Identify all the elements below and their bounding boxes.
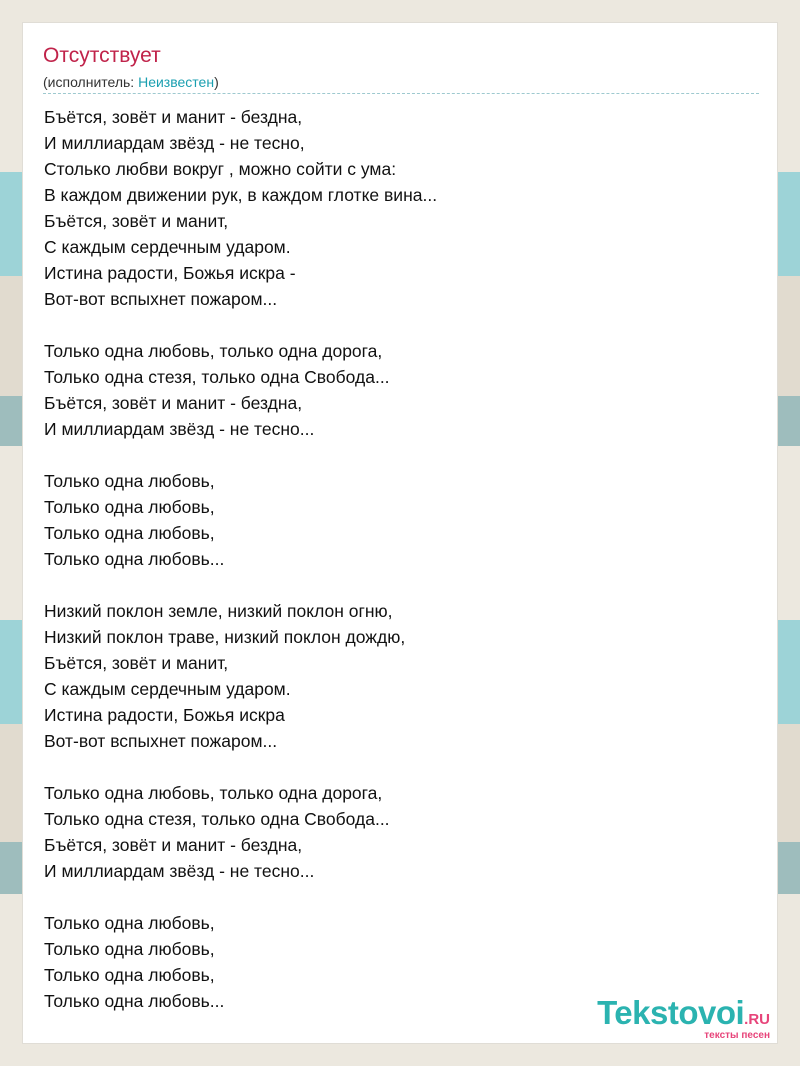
lyric-blank-line [44,884,437,910]
artist-prefix: (исполнитель: [43,74,139,90]
lyric-line: С каждым сердечным ударом. [44,679,291,699]
lyric-line: Только одна любовь, только одна дорога, [44,783,383,803]
lyric-line: И миллиардам звёзд - не тесно, [44,133,305,153]
lyric-line: Бъётся, зовёт и манит, [44,653,229,673]
lyric-line: С каждым сердечным ударом. [44,237,291,257]
lyric-line: И миллиардам звёзд - не тесно... [44,861,315,881]
site-logo[interactable] [597,996,770,1030]
lyric-line: Бъётся, зовёт и манит - бездна, [44,393,303,413]
lyric-line: Только одна любовь, [44,939,215,959]
lyric-line: Только одна любовь, [44,497,215,517]
lyric-line: Столько любви вокруг , можно сойти с ума: [44,159,397,179]
lyric-line: Только одна стезя, только одна Свобода... [44,809,390,829]
lyric-line: Только одна любовь, [44,523,215,543]
lyric-line: Бъётся, зовёт и манит - бездна, [44,835,303,855]
lyrics-body [44,104,437,1014]
lyric-line: Низкий поклон земле, низкий поклон огню, [44,601,393,621]
artist-link[interactable]: Неизвестен [138,74,215,90]
lyric-line: Только одна стезя, только одна Свобода... [44,367,390,387]
lyric-line: Вот-вот вспыхнет пожаром... [44,731,278,751]
lyric-line: Бъётся, зовёт и манит, [44,211,229,231]
lyric-line: Только одна любовь... [44,549,225,569]
lyric-line: Только одна любовь, [44,965,215,985]
song-title: Отсутствует [43,44,161,67]
lyric-line: Только одна любовь... [44,991,225,1011]
artist-line [43,73,219,91]
lyrics-card [22,22,778,1044]
lyric-line: И миллиардам звёзд - не тесно... [44,419,315,439]
lyric-line: Низкий поклон траве, низкий поклон дождю, [44,627,406,647]
artist-suffix: ) [214,74,219,90]
logo-tld: .RU [744,1011,770,1028]
logo-tagline: тексты песен [704,1030,770,1041]
lyric-line: Только одна любовь, только одна дорога, [44,341,383,361]
lyric-line: Только одна любовь, [44,471,215,491]
lyric-blank-line [44,754,437,780]
lyric-line: Бъётся, зовёт и манит - бездна, [44,107,303,127]
lyric-line: Истина радости, Божья искра - [44,263,296,283]
lyric-line: В каждом движении рук, в каждом глотке вина... [44,185,438,205]
lyric-line: Истина радости, Божья искра [44,705,285,725]
lyric-line: Только одна любовь, [44,913,215,933]
lyric-blank-line [44,312,437,338]
lyric-blank-line [44,572,437,598]
divider [43,93,759,94]
lyric-line: Вот-вот вспыхнет пожаром... [44,289,278,309]
logo-name: Tekstovoi [597,994,745,1031]
lyric-blank-line [44,442,437,468]
